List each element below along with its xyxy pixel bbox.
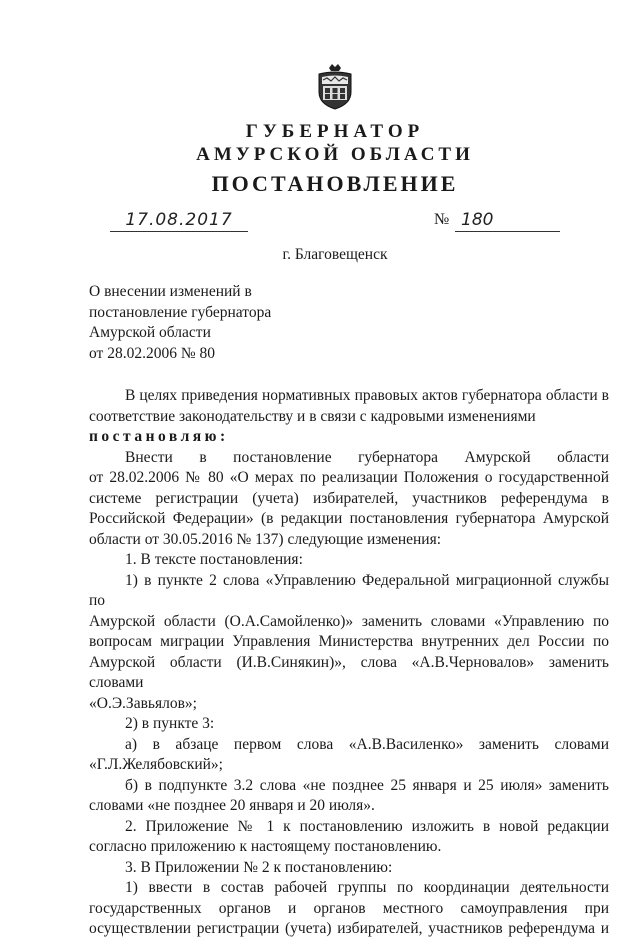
body-line: системе регистрации (учета) избирателей, участников референдума в (89, 489, 609, 507)
decree-word: постановляю: (89, 428, 229, 445)
body-line: 3. В Приложении № 2 к постановлению: (125, 858, 393, 876)
body-line: осуществлении регистрации (учета) избирателей, участников референдума и (89, 920, 609, 937)
body-line: «Г.Л.Желябовский»; (89, 756, 223, 773)
body-line: от 28.02.2006 № 80 «О мерах по реализации Положения о государственной (89, 469, 609, 486)
document-date: 17.08.2017 (110, 210, 248, 232)
body-line: 1) ввести в состав рабочей группы по координации деятельности (125, 879, 609, 896)
body-line: Внести в постановление губернатора Амурской области (125, 448, 609, 466)
body-line: соответствие законодательству и в связи с кадровыми изменениями (89, 407, 536, 425)
document-type-title: ПОСТАНОВЛЕНИЕ (211, 171, 459, 196)
subject-line: О внесении изменений в (89, 283, 252, 300)
document-number: 180 (455, 210, 560, 232)
body-line: В целях приведения нормативных правовых актов губернатора области в (125, 387, 609, 404)
body-line: государственных органов и органов местного самоуправления при (89, 899, 609, 917)
subject-line: от 28.02.2006 № 80 (89, 344, 215, 362)
body-line: вопросам миграции Управления Министерства внутренних дел России по (89, 633, 609, 650)
body-line: словами «не позднее 20 января и 20 июля». (89, 797, 375, 814)
body-line: 2) в пункте 3: (125, 715, 215, 732)
city-line: г. Благовещенск (282, 246, 388, 263)
number-sign: № (434, 211, 450, 228)
body-line: а) в абзаце первом слова «А.В.Василенко» заменить словами (125, 735, 609, 753)
body-line: б) в подпункте 3.2 слова «не позднее 25 января и 25 июля» заменить (125, 776, 609, 794)
body-line: 1) в пункте 2 слова «Управлению Федеральной миграционной службы по (89, 571, 609, 609)
body-line: Амурской области (О.А.Самойленко)» заменить словами «Управлению по (89, 612, 609, 630)
subject-line: Амурской области (89, 324, 211, 341)
coat-of-arms-icon (315, 62, 355, 110)
body-line: 2. Приложение № 1 к постановлению изложить в новой редакции (125, 817, 609, 835)
body-line: 1. В тексте постановления: (125, 551, 303, 568)
document-subject (89, 282, 271, 364)
document-body (89, 386, 609, 940)
body-line: «О.Э.Завьялов»; (89, 694, 197, 712)
body-line: Российской Федерации» (в редакции постановления губернатора Амурской (89, 510, 609, 527)
subject-line: постановление губернатора (89, 303, 272, 321)
header-governor: ГУБЕРНАТОР (245, 121, 425, 142)
body-line: Амурской области (И.В.Синякин)», слова «А.В.Черновалов» заменить словами (89, 653, 609, 691)
header-region: АМУРСКОЙ ОБЛАСТИ (196, 144, 474, 165)
body-line: области от 30.05.2016 № 137) следующие изменения: (89, 530, 442, 548)
body-line: согласно приложению к настоящему постановлению. (89, 838, 442, 855)
